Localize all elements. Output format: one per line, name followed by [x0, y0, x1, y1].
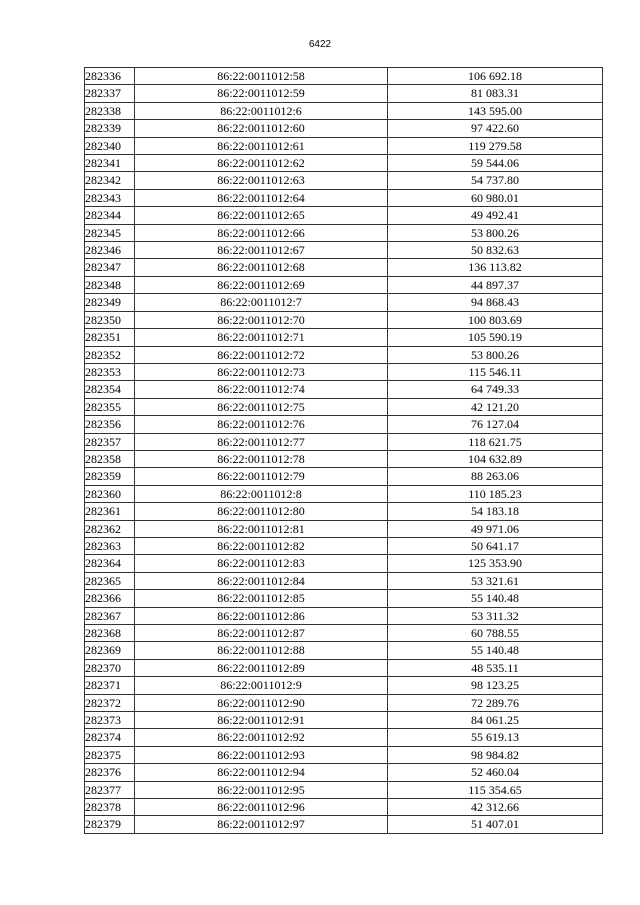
- cadastral-value-cell: 104 632.89: [388, 450, 603, 467]
- record-number-cell: 282348: [85, 276, 135, 293]
- record-number-cell: 282377: [85, 781, 135, 798]
- cadastral-number-cell: 86:22:0011012:86: [135, 607, 388, 624]
- cadastral-number-cell: 86:22:0011012:6: [135, 102, 388, 119]
- cadastral-value-cell: 59 544.06: [388, 155, 603, 172]
- record-number-cell: 282353: [85, 363, 135, 380]
- cadastral-number-cell: 86:22:0011012:71: [135, 329, 388, 346]
- cadastral-number-cell: 86:22:0011012:61: [135, 137, 388, 154]
- table-row: [85, 137, 603, 154]
- table-row: [85, 311, 603, 328]
- table-row: [85, 450, 603, 467]
- record-number-cell: 282369: [85, 642, 135, 659]
- cadastral-number-cell: 86:22:0011012:9: [135, 677, 388, 694]
- table-row: [85, 155, 603, 172]
- cadastral-value-cell: 44 897.37: [388, 276, 603, 293]
- cadastral-value-cell: 72 289.76: [388, 694, 603, 711]
- cadastral-number-cell: 86:22:0011012:80: [135, 503, 388, 520]
- record-number-cell: 282338: [85, 102, 135, 119]
- cadastral-value-cell: 81 083.31: [388, 85, 603, 102]
- cadastral-value-cell: 50 832.63: [388, 242, 603, 259]
- record-number-cell: 282371: [85, 677, 135, 694]
- table-row: [85, 677, 603, 694]
- record-number-cell: 282358: [85, 450, 135, 467]
- cadastral-value-cell: 119 279.58: [388, 137, 603, 154]
- cadastral-value-cell: 76 127.04: [388, 416, 603, 433]
- cadastral-number-cell: 86:22:0011012:75: [135, 398, 388, 415]
- cadastral-value-cell: 49 971.06: [388, 520, 603, 537]
- table-row: [85, 468, 603, 485]
- record-number-cell: 282375: [85, 746, 135, 763]
- cadastral-value-cell: 48 535.11: [388, 659, 603, 676]
- table-row: [85, 259, 603, 276]
- cadastral-number-cell: 86:22:0011012:58: [135, 68, 388, 85]
- cadastral-number-cell: 86:22:0011012:96: [135, 799, 388, 816]
- cadastral-number-cell: 86:22:0011012:84: [135, 572, 388, 589]
- cadastral-number-cell: 86:22:0011012:7: [135, 294, 388, 311]
- record-number-cell: 282347: [85, 259, 135, 276]
- cadastral-value-cell: 110 185.23: [388, 485, 603, 502]
- cadastral-number-cell: 86:22:0011012:91: [135, 712, 388, 729]
- record-number-cell: 282367: [85, 607, 135, 624]
- record-number-cell: 282363: [85, 537, 135, 554]
- cadastral-number-cell: 86:22:0011012:68: [135, 259, 388, 276]
- table-row: [85, 85, 603, 102]
- cadastral-value-cell: 50 641.17: [388, 537, 603, 554]
- cadastral-number-cell: 86:22:0011012:76: [135, 416, 388, 433]
- table-row: [85, 294, 603, 311]
- cadastral-value-table: [84, 67, 603, 834]
- table-row: [85, 712, 603, 729]
- cadastral-number-cell: 86:22:0011012:81: [135, 520, 388, 537]
- table-row: [85, 363, 603, 380]
- cadastral-value-cell: 100 803.69: [388, 311, 603, 328]
- cadastral-value-cell: 64 749.33: [388, 381, 603, 398]
- table-row: [85, 398, 603, 415]
- record-number-cell: 282341: [85, 155, 135, 172]
- record-number-cell: 282336: [85, 68, 135, 85]
- cadastral-value-cell: 54 183.18: [388, 503, 603, 520]
- cadastral-number-cell: 86:22:0011012:8: [135, 485, 388, 502]
- record-number-cell: 282351: [85, 329, 135, 346]
- record-number-cell: 282372: [85, 694, 135, 711]
- record-number-cell: 282355: [85, 398, 135, 415]
- cadastral-value-cell: 98 984.82: [388, 746, 603, 763]
- record-number-cell: 282360: [85, 485, 135, 502]
- record-number-cell: 282362: [85, 520, 135, 537]
- record-number-cell: 282376: [85, 764, 135, 781]
- cadastral-number-cell: 86:22:0011012:74: [135, 381, 388, 398]
- cadastral-value-cell: 88 263.06: [388, 468, 603, 485]
- cadastral-value-cell: 84 061.25: [388, 712, 603, 729]
- cadastral-number-cell: 86:22:0011012:90: [135, 694, 388, 711]
- table-row: [85, 625, 603, 642]
- cadastral-number-cell: 86:22:0011012:66: [135, 224, 388, 241]
- cadastral-value-cell: 53 800.26: [388, 224, 603, 241]
- cadastral-number-cell: 86:22:0011012:82: [135, 537, 388, 554]
- table-row: [85, 555, 603, 572]
- cadastral-value-cell: 55 140.48: [388, 590, 603, 607]
- table-row: [85, 346, 603, 363]
- table-row: [85, 381, 603, 398]
- cadastral-value-cell: 106 692.18: [388, 68, 603, 85]
- cadastral-number-cell: 86:22:0011012:65: [135, 207, 388, 224]
- cadastral-value-cell: 42 121.20: [388, 398, 603, 415]
- cadastral-number-cell: 86:22:0011012:69: [135, 276, 388, 293]
- table-row: [85, 485, 603, 502]
- cadastral-value-cell: 125 353.90: [388, 555, 603, 572]
- table-row: [85, 276, 603, 293]
- cadastral-number-cell: 86:22:0011012:73: [135, 363, 388, 380]
- record-number-cell: 282373: [85, 712, 135, 729]
- cadastral-number-cell: 86:22:0011012:77: [135, 433, 388, 450]
- cadastral-value-cell: 94 868.43: [388, 294, 603, 311]
- table-row: [85, 102, 603, 119]
- cadastral-number-cell: 86:22:0011012:85: [135, 590, 388, 607]
- table-row: [85, 590, 603, 607]
- cadastral-number-cell: 86:22:0011012:97: [135, 816, 388, 833]
- record-number-cell: 282378: [85, 799, 135, 816]
- cadastral-value-cell: 55 140.48: [388, 642, 603, 659]
- table-row: [85, 503, 603, 520]
- table-row: [85, 537, 603, 554]
- cadastral-value-cell: 136 113.82: [388, 259, 603, 276]
- cadastral-number-cell: 86:22:0011012:93: [135, 746, 388, 763]
- cadastral-number-cell: 86:22:0011012:60: [135, 120, 388, 137]
- record-number-cell: 282349: [85, 294, 135, 311]
- table-row: [85, 572, 603, 589]
- cadastral-number-cell: 86:22:0011012:63: [135, 172, 388, 189]
- cadastral-value-cell: 105 590.19: [388, 329, 603, 346]
- cadastral-number-cell: 86:22:0011012:70: [135, 311, 388, 328]
- cadastral-number-cell: 86:22:0011012:88: [135, 642, 388, 659]
- record-number-cell: 282356: [85, 416, 135, 433]
- cadastral-value-cell: 143 595.00: [388, 102, 603, 119]
- record-number-cell: 282343: [85, 189, 135, 206]
- record-number-cell: 282364: [85, 555, 135, 572]
- record-number-cell: 282337: [85, 85, 135, 102]
- record-number-cell: 282350: [85, 311, 135, 328]
- table-row: [85, 120, 603, 137]
- cadastral-number-cell: 86:22:0011012:67: [135, 242, 388, 259]
- table-row: [85, 781, 603, 798]
- record-number-cell: 282352: [85, 346, 135, 363]
- cadastral-value-cell: 60 788.55: [388, 625, 603, 642]
- table-row: [85, 816, 603, 833]
- cadastral-value-cell: 60 980.01: [388, 189, 603, 206]
- record-number-cell: 282359: [85, 468, 135, 485]
- table-row: [85, 746, 603, 763]
- cadastral-number-cell: 86:22:0011012:59: [135, 85, 388, 102]
- table-row: [85, 642, 603, 659]
- cadastral-number-cell: 86:22:0011012:62: [135, 155, 388, 172]
- cadastral-number-cell: 86:22:0011012:89: [135, 659, 388, 676]
- cadastral-value-cell: 53 321.61: [388, 572, 603, 589]
- table-row: [85, 729, 603, 746]
- record-number-cell: 282340: [85, 137, 135, 154]
- record-number-cell: 282357: [85, 433, 135, 450]
- record-number-cell: 282368: [85, 625, 135, 642]
- cadastral-value-cell: 52 460.04: [388, 764, 603, 781]
- cadastral-number-cell: 86:22:0011012:72: [135, 346, 388, 363]
- cadastral-number-cell: 86:22:0011012:78: [135, 450, 388, 467]
- table-row: [85, 329, 603, 346]
- cadastral-value-cell: 54 737.80: [388, 172, 603, 189]
- table-row: [85, 607, 603, 624]
- record-number-cell: 282361: [85, 503, 135, 520]
- table-row: [85, 242, 603, 259]
- cadastral-value-cell: 49 492.41: [388, 207, 603, 224]
- cadastral-value-cell: 98 123.25: [388, 677, 603, 694]
- cadastral-number-cell: 86:22:0011012:64: [135, 189, 388, 206]
- table-row: [85, 416, 603, 433]
- record-number-cell: 282339: [85, 120, 135, 137]
- table-row: [85, 207, 603, 224]
- cadastral-value-cell: 97 422.60: [388, 120, 603, 137]
- table-row: [85, 694, 603, 711]
- record-number-cell: 282365: [85, 572, 135, 589]
- record-number-cell: 282379: [85, 816, 135, 833]
- table-row: [85, 433, 603, 450]
- table-row: [85, 189, 603, 206]
- cadastral-number-cell: 86:22:0011012:79: [135, 468, 388, 485]
- cadastral-value-cell: 115 546.11: [388, 363, 603, 380]
- cadastral-number-cell: 86:22:0011012:87: [135, 625, 388, 642]
- cadastral-value-cell: 42 312.66: [388, 799, 603, 816]
- table-row: [85, 224, 603, 241]
- cadastral-number-cell: 86:22:0011012:94: [135, 764, 388, 781]
- cadastral-value-cell: 55 619.13: [388, 729, 603, 746]
- record-number-cell: 282344: [85, 207, 135, 224]
- record-number-cell: 282346: [85, 242, 135, 259]
- table-row: [85, 659, 603, 676]
- record-number-cell: 282342: [85, 172, 135, 189]
- cadastral-value-cell: 53 311.32: [388, 607, 603, 624]
- record-number-cell: 282374: [85, 729, 135, 746]
- record-number-cell: 282370: [85, 659, 135, 676]
- record-number-cell: 282345: [85, 224, 135, 241]
- cadastral-value-cell: 115 354.65: [388, 781, 603, 798]
- cadastral-value-cell: 118 621.75: [388, 433, 603, 450]
- table-body: [85, 68, 603, 834]
- table-row: [85, 172, 603, 189]
- record-number-cell: 282366: [85, 590, 135, 607]
- cadastral-number-cell: 86:22:0011012:83: [135, 555, 388, 572]
- cadastral-number-cell: 86:22:0011012:92: [135, 729, 388, 746]
- record-number-cell: 282354: [85, 381, 135, 398]
- table-row: [85, 799, 603, 816]
- table-row: [85, 68, 603, 85]
- table-row: [85, 520, 603, 537]
- cadastral-value-cell: 53 800.26: [388, 346, 603, 363]
- table-row: [85, 764, 603, 781]
- cadastral-value-cell: 51 407.01: [388, 816, 603, 833]
- page-number: 6422: [308, 39, 332, 50]
- cadastral-number-cell: 86:22:0011012:95: [135, 781, 388, 798]
